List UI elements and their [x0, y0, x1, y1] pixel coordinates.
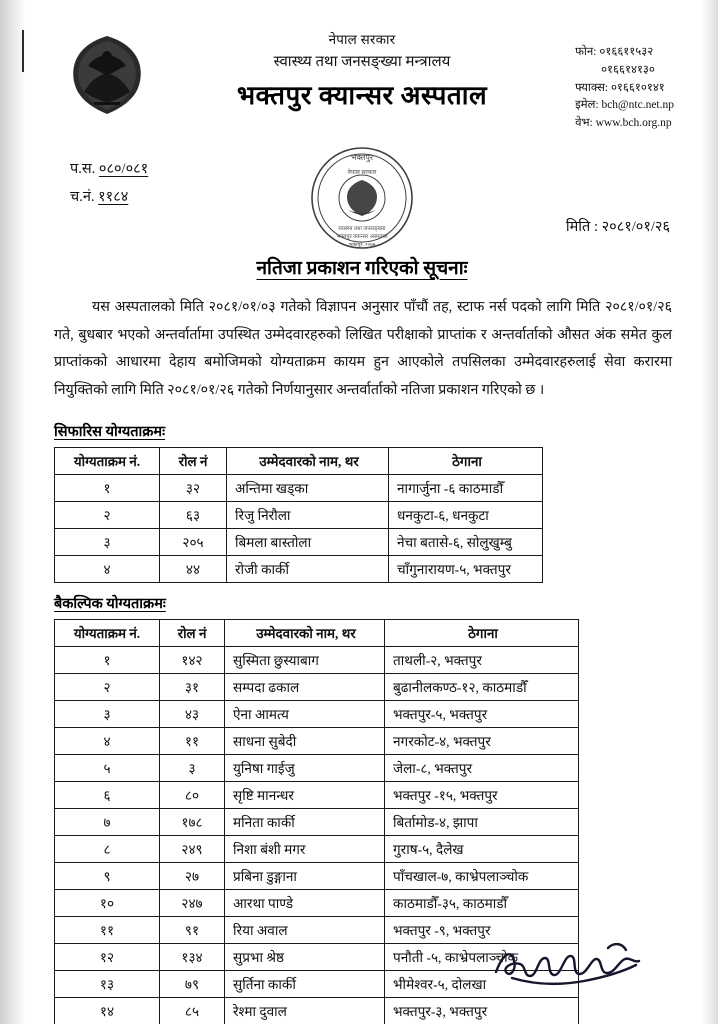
- cell-roll: २४९: [160, 835, 225, 862]
- table-row: [55, 700, 579, 727]
- cell-roll: ७९: [160, 970, 225, 997]
- date-label: मिति :: [565, 219, 598, 235]
- cell-name: सम्पदा ढकाल: [225, 673, 385, 700]
- patra-sankhya-value: ०८०/०८१: [98, 161, 149, 177]
- cell-roll: ४३: [160, 700, 225, 727]
- cell-address: ताथली-२, भक्तपुर: [385, 646, 579, 673]
- cell-address: धनकुटा-६, धनकुटा: [389, 501, 543, 528]
- cell-name: मनिता कार्की: [225, 808, 385, 835]
- cell-rank: ३: [55, 700, 160, 727]
- fax-value: ०१६६१०१४१: [610, 81, 665, 94]
- cell-rank: ८: [55, 835, 160, 862]
- svg-text:भक्तपुर: भक्तपुर: [350, 153, 374, 162]
- cell-address: भक्तपुर -९, भक्तपुर: [385, 916, 579, 943]
- cell-rank: २: [55, 673, 160, 700]
- svg-text:स्वास्थ्य तथा जनसङ्ख्या: स्वास्थ्य तथा जनसङ्ख्या: [338, 226, 386, 232]
- table-row: [55, 862, 579, 889]
- table-row: [55, 646, 579, 673]
- cell-rank: १: [55, 646, 160, 673]
- chalani-number-value: ११८४: [98, 188, 129, 205]
- phone-value-1: ०१६६११५३२: [599, 46, 654, 58]
- cell-address: भक्तपुर-३, भक्तपुर: [385, 997, 579, 1024]
- cell-roll: १४२: [160, 646, 225, 673]
- column-header-roll: रोल नं: [160, 619, 225, 646]
- column-header-rank: योग्यताक्रम नं.: [55, 447, 160, 474]
- cell-roll: ४४: [160, 555, 227, 582]
- cell-address: पाँचखाल-७, काभ्रेपलाञ्चोक: [385, 862, 579, 889]
- cell-rank: ९: [55, 862, 160, 889]
- cell-roll: ११: [160, 727, 225, 754]
- column-header-roll: रोल नं: [160, 447, 227, 474]
- svg-text:भक्तपुर, २०७७: भक्तपुर, २०७७: [348, 243, 376, 248]
- table-header-row: [55, 447, 543, 474]
- reference-numbers: [70, 156, 148, 211]
- cell-name: रोजी कार्की: [227, 555, 389, 582]
- cell-roll: ८५: [160, 997, 225, 1024]
- cell-address: नेचा बतासे-६, सोलुखुम्बु: [389, 528, 543, 555]
- cell-name: निशा बंशी मगर: [225, 835, 385, 862]
- cell-address: भीमेश्वर-५, दोलखा: [385, 970, 579, 997]
- cell-address: बुढानीलकण्ठ-१२, काठमाडौँ: [385, 673, 579, 700]
- contact-block: [575, 44, 674, 133]
- cell-name: बिमला बास्तोला: [227, 528, 389, 555]
- official-seal-icon: [308, 144, 416, 252]
- cell-address: पनौती -५, काभ्रेपलाञ्चोक: [385, 943, 579, 970]
- cell-roll: ३२: [160, 474, 227, 501]
- notice-title: नतिजा प्रकाशन गरिएको सूचनाः: [256, 258, 468, 279]
- website-label: वेभ:: [575, 117, 593, 130]
- chalani-number-label: च.नं.: [70, 188, 95, 205]
- phone-value-2: ०१६६१४१३०: [601, 63, 655, 76]
- column-header-name: उम्मेदवारको नाम, थर: [225, 619, 385, 646]
- cell-roll: ९१: [160, 916, 225, 943]
- table-row: [55, 997, 579, 1024]
- cell-name: सुस्मिता छुस्याबाग: [225, 646, 385, 673]
- alternate-list-label: बैकल्पिक योग्यताक्रमः: [54, 595, 166, 612]
- table-row: [55, 528, 543, 555]
- cell-rank: १: [55, 474, 160, 501]
- column-header-address: ठेगाना: [385, 619, 579, 646]
- recommended-list-label: सिफारिस योग्यताक्रमः: [54, 423, 166, 440]
- cell-roll: ३१: [160, 673, 225, 700]
- notice-body-paragraph: यस अस्पतालको मिति २०८१/०१/०३ गतेको विज्ञापन अनुसार पाँचौं तह, स्टाफ नर्स पदको लागि मिति २०८१/०१/२६ गते, बुधबार भएको अन्तर्वार्तामा उपस्थित उम्मेदवारहरुको लिखित परीक्षाको प्राप्तांक र अन्तर्वार्ताको औसत अंक समेत कुल प्राप्तांकको आधारमा देहाय बमोजिमको योग्यताक्रम कायम हुन आएकोले तपसिलका उम्मेदवारहरुलाई सेवा करारमा नियुक्तिको लागि मिति २०८१/०१/२६ गतेको निर्णयानुसार अन्तर्वार्ताको नतिजा प्रकाशन गरिएको छ ।: [54, 299, 672, 399]
- website-value: www.bch.org.np: [595, 117, 672, 130]
- nepal-government-emblem-icon: [64, 32, 150, 118]
- table-row: [55, 673, 579, 700]
- recommended-candidates-table: [54, 447, 543, 583]
- cell-roll: २७: [160, 862, 225, 889]
- cell-roll: १७८: [160, 808, 225, 835]
- letter-date: [566, 216, 670, 236]
- cell-address: नगरकोट-४, भक्तपुर: [385, 727, 579, 754]
- email-value: bch@ntc.net.np: [601, 99, 674, 112]
- cell-rank: ४: [55, 555, 160, 582]
- cell-address: बिर्तामोड-४, झापा: [385, 808, 579, 835]
- ministry-name: स्वास्थ्य तथा जनसङ्ख्या मन्त्रालय: [273, 54, 451, 71]
- cell-name: रिजु निरौला: [227, 501, 389, 528]
- cell-name: सृष्टि मानन्धर: [225, 781, 385, 808]
- cell-address: काठमाडौँ-३५, काठमाडौँ: [385, 889, 579, 916]
- cell-name: ऐना आमत्य: [225, 700, 385, 727]
- column-header-address: ठेगाना: [389, 447, 543, 474]
- cell-roll: २४७: [160, 889, 225, 916]
- cell-name: रेश्मा दुवाल: [225, 997, 385, 1024]
- column-header-rank: योग्यताक्रम नं.: [55, 619, 160, 646]
- government-name: नेपाल सरकार: [328, 32, 396, 47]
- cell-name: सुप्रभा श्रेष्ठ: [225, 943, 385, 970]
- cell-rank: ४: [55, 727, 160, 754]
- authorized-signature: [490, 928, 670, 990]
- table-row: [55, 889, 579, 916]
- patra-sankhya-label: प.स.: [70, 161, 96, 177]
- phone-label: फोन:: [575, 46, 597, 58]
- table-header-row: [55, 619, 579, 646]
- hospital-name: भक्तपुर क्यान्सर अस्पताल: [236, 81, 488, 111]
- column-header-name: उम्मेदवारको नाम, थर: [227, 447, 389, 474]
- cell-address: नागार्जुना -६ काठमाडौँ: [389, 474, 543, 501]
- cell-rank: ३: [55, 528, 160, 555]
- cell-rank: १४: [55, 997, 160, 1024]
- scan-edge-mark: [22, 30, 24, 72]
- cell-roll: २०५: [160, 528, 227, 555]
- letterhead: [46, 22, 678, 142]
- cell-rank: १०: [55, 889, 160, 916]
- table-row: [55, 501, 543, 528]
- cell-address: जेला-८, भक्तपुर: [385, 754, 579, 781]
- table-row: [55, 754, 579, 781]
- cell-roll: १३४: [160, 943, 225, 970]
- table-row: [55, 808, 579, 835]
- reference-row: [46, 144, 678, 252]
- date-value: २०८१/०१/२६: [601, 219, 670, 235]
- cell-name: रिया अवाल: [225, 916, 385, 943]
- email-label: इमेल:: [575, 99, 599, 112]
- cell-rank: २: [55, 501, 160, 528]
- cell-name: प्रबिना डुङ्गाना: [225, 862, 385, 889]
- cell-name: सुर्तिना कार्की: [225, 970, 385, 997]
- cell-roll: ८०: [160, 781, 225, 808]
- cell-rank: ६: [55, 781, 160, 808]
- cell-address: चाँगुनारायण-५, भक्तपुर: [389, 555, 543, 582]
- svg-text:भक्तपुर क्यान्सर अस्पताल: भक्तपुर क्यान्सर अस्पताल: [336, 234, 388, 240]
- table-row: [55, 781, 579, 808]
- table-row: [55, 555, 543, 582]
- cell-address: गुराष-५, दैलेख: [385, 835, 579, 862]
- cell-rank: १३: [55, 970, 160, 997]
- cell-rank: १२: [55, 943, 160, 970]
- table-row: [55, 474, 543, 501]
- fax-label: फ्याक्स:: [575, 81, 609, 94]
- cell-rank: ११: [55, 916, 160, 943]
- cell-name: अन्तिमा खड्का: [227, 474, 389, 501]
- table-row: [55, 835, 579, 862]
- cell-rank: ५: [55, 754, 160, 781]
- cell-roll: ६३: [160, 501, 227, 528]
- svg-text:नेपाल सरकार: नेपाल सरकार: [347, 170, 377, 176]
- cell-roll: ३: [160, 754, 225, 781]
- cell-name: साधना सुबेदी: [225, 727, 385, 754]
- cell-address: भक्तपुर-५, भक्तपुर: [385, 700, 579, 727]
- table-row: [55, 727, 579, 754]
- cell-name: आरथा पाण्डे: [225, 889, 385, 916]
- cell-rank: ७: [55, 808, 160, 835]
- cell-address: भक्तपुर -१५, भक्तपुर: [385, 781, 579, 808]
- cell-name: युनिषा गाईजु: [225, 754, 385, 781]
